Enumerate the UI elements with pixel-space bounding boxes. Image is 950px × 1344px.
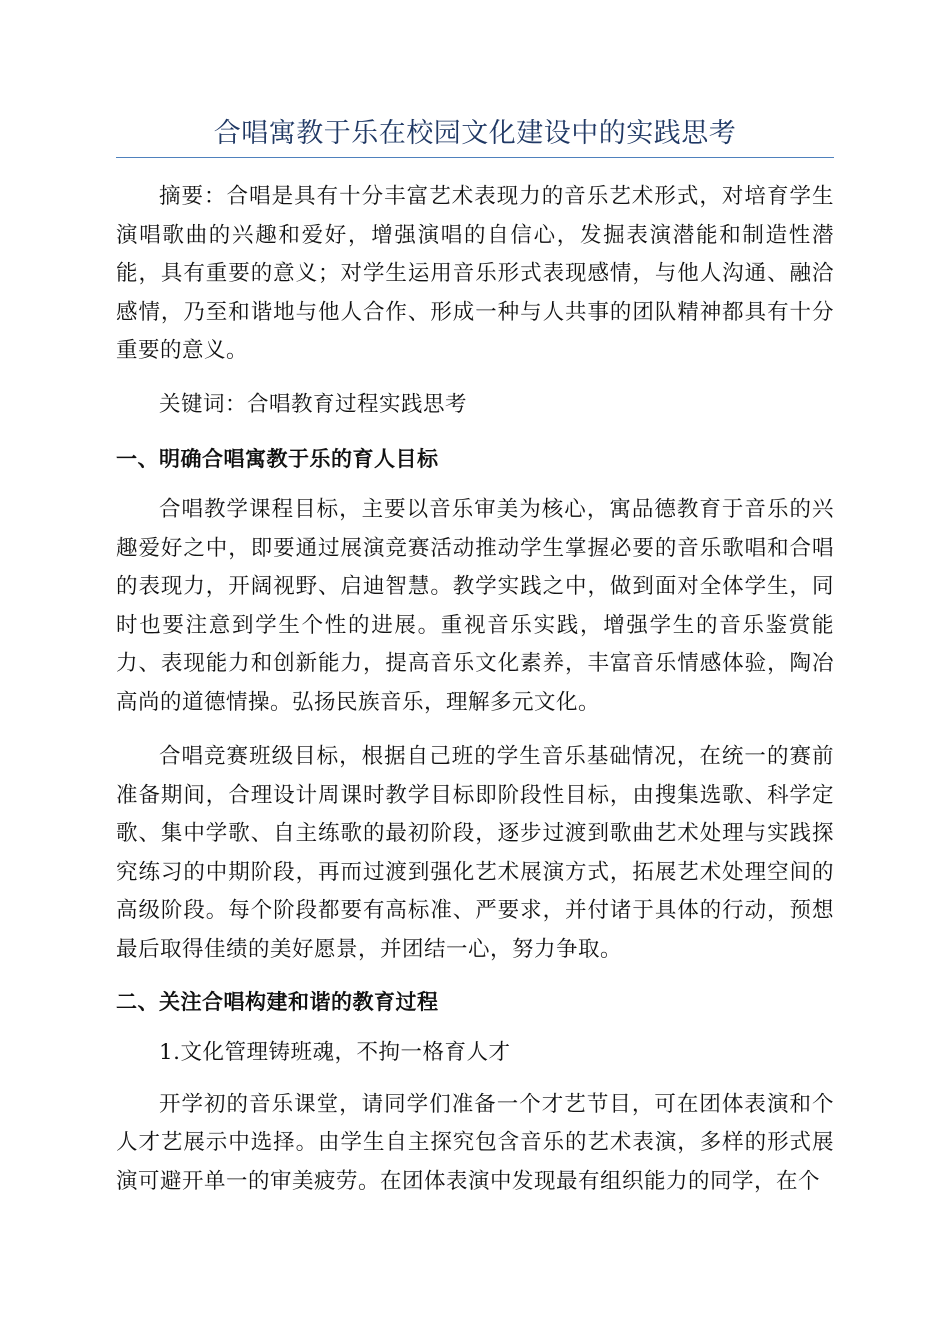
document-page xyxy=(116,0,834,1201)
abstract-paragraph: 摘要：合唱是具有十分丰富艺术表现力的音乐艺术形式，对培育学生演唱歌曲的兴趣和爱好，增强演唱的自信心，发掘表演潜能和制造性潜能，具有重要的意义；对学生运用音乐形式表现感情，与他人沟通、融洽感情，乃至和谐地与他人合作、形成一种与人共事的团队精神都具有十分重要的意义。 xyxy=(116,184,834,363)
section-2-subheading: 1.文化管理铸班魂，不拘一格育人才 xyxy=(159,1040,511,1065)
section-1-paragraph-2: 合唱竞赛班级目标，根据自己班的学生音乐基础情况，在统一的赛前准备期间，合理设计周课时教学目标即阶段性目标，由搜集选歌、科学定歌、集中学歌、自主练歌的最初阶段，逐步过渡到歌曲艺术处理与实践探究练习的中期阶段，再而过渡到强化艺术展演方式，拓展艺术处理空间的高级阶段。每个阶段都要有高标准、严要求，并付诸于具体的行动，预想最后取得佳绩的美好愿景，并团结一心，努力争取。 xyxy=(116,744,834,962)
section-1-paragraph-1: 合唱教学课程目标，主要以音乐审美为核心，寓品德教育于音乐的兴趣爱好之中，即要通过展演竞赛活动推动学生掌握必要的音乐歌唱和合唱的表现力，开阔视野、启迪智慧。教学实践之中，做到面对全体学生，同时也要注意到学生个性的进展。重视音乐实践，增强学生的音乐鉴赏能力、表现能力和创新能力，提高音乐文化素养，丰富音乐情感体验，陶冶高尚的道德情操。弘扬民族音乐，理解多元文化。 xyxy=(116,497,834,715)
document-title: 合唱寓教于乐在校园文化建设中的实践思考 xyxy=(116,112,834,158)
keywords-paragraph: 关键词：合唱教育过程实践思考 xyxy=(159,391,468,417)
section-2-heading: 二、关注合唱构建和谐的教育过程 xyxy=(116,990,439,1014)
section-1-heading: 一、明确合唱寓教于乐的育人目标 xyxy=(116,447,439,471)
section-2-paragraph-1: 开学初的音乐课堂，请同学们准备一个才艺节目，可在团体表演和个人才艺展示中选择。由学生自主探究包含音乐的艺术表演，多样的形式展演可避开单一的审美疲劳。在团体表演中发现最有组织能力的同学，在个 xyxy=(116,1091,834,1194)
